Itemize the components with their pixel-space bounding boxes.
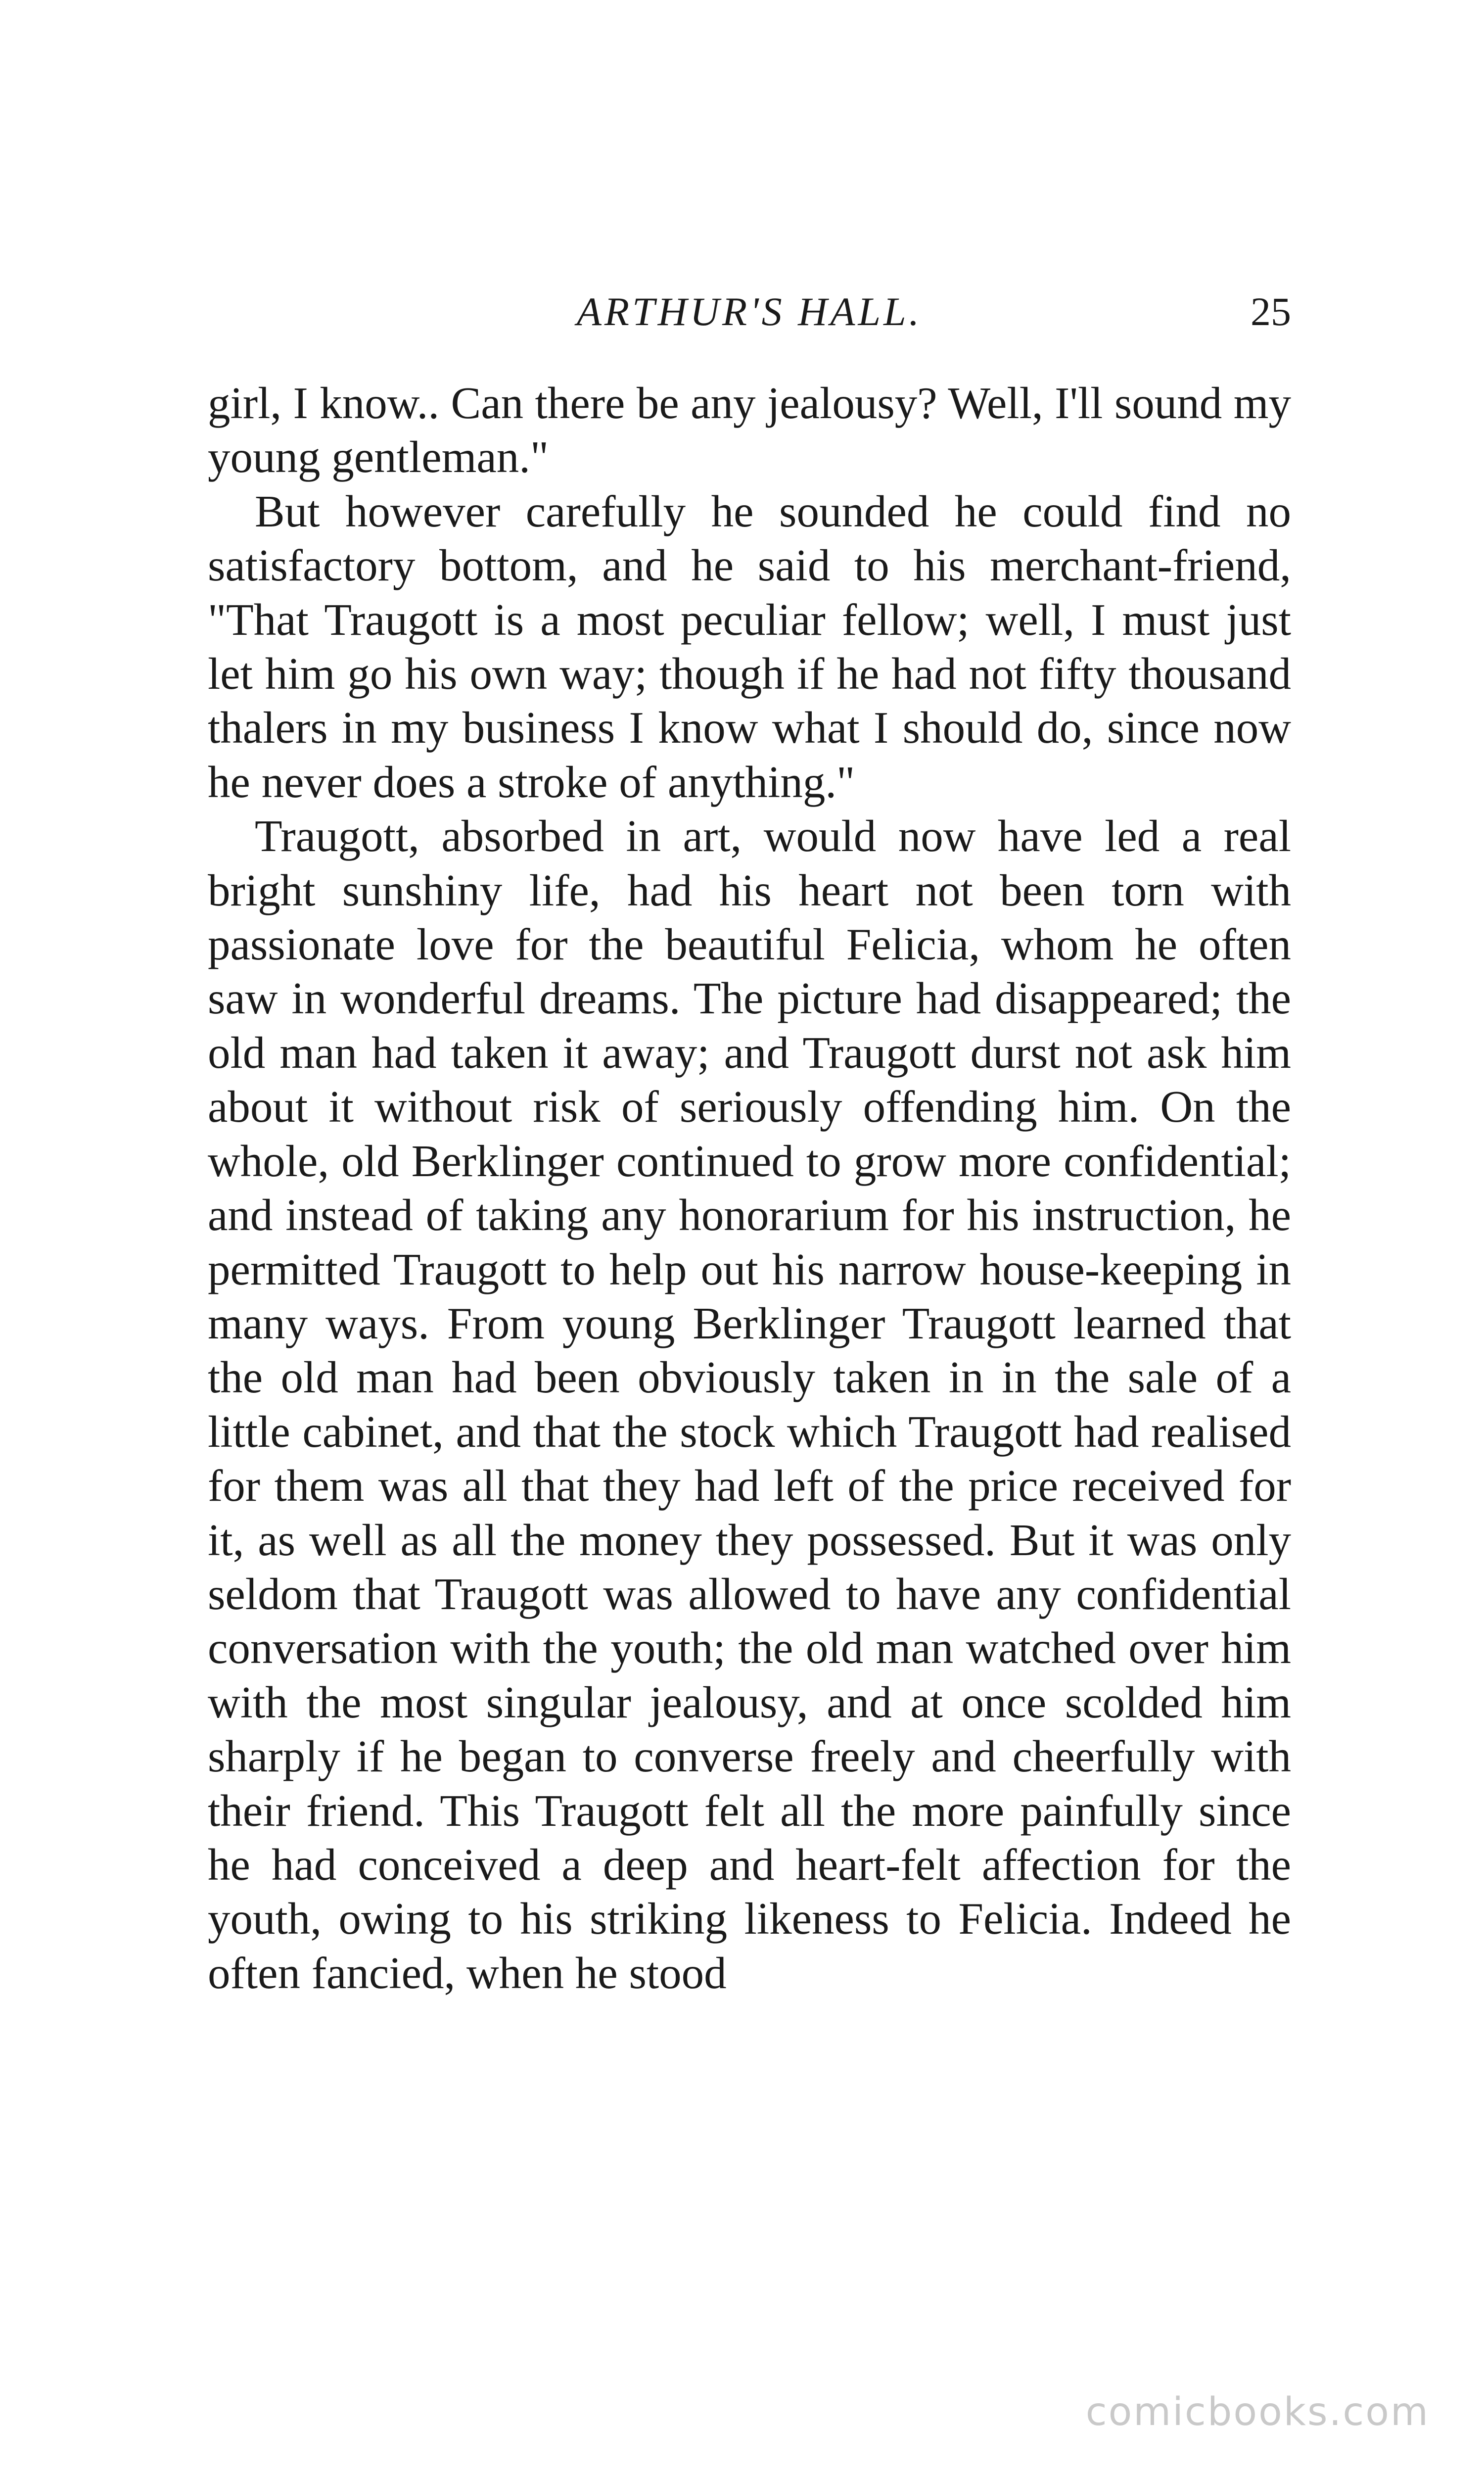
body-text xyxy=(208,376,1291,2000)
page-number: 25 xyxy=(1251,289,1291,334)
running-title: ARTHUR'S HALL. xyxy=(576,289,923,334)
watermark-text: comicbooks.com xyxy=(1085,2390,1430,2434)
running-head xyxy=(208,277,1291,346)
paragraph: But however carefully he sounded he could find no satisfactory bottom, and he said to his merchant-friend, "That Traugott is a most peculiar fellow; well, I must just let him go his own way; though if he had not fifty thousand thalers in my business I know what I should do, since now he never does a stroke of anything." xyxy=(208,486,1291,807)
paragraph-continuation: girl, I know.. Can there be any jealousy? Well, I'll sound my young gentleman." xyxy=(208,378,1291,482)
paragraph: Traugott, absorbed in art, would now have led a real bright sunshiny life, had his heart not been torn with passionate love for the beautiful Felicia, whom he often saw in wonderful dreams. The picture had disappeared; the old man had taken it away; and Traugott durst not ask him about it without risk of seriously offending him. On the whole, old Berklinger continued to grow more confidential; and instead of taking any honorarium for his instruction, he permitted Traugott to help out his narrow house-keeping in many ways. From young Berklinger Traugott learned that the old man had been obviously taken in in the sale of a little cabinet, and that the stock which Traugott had realised for them was all that they had left of the price received for it, as well as all the money they possessed. But it was only seldom that Traugott was allowed to have any confidential conversation with the youth; the old man watched over him with the most singular jealousy, and at once scolded him sharply if he began to converse freely and cheerfully with their friend. This Traugott felt all the more painfully since he had conceived a deep and heart-felt affection for the youth, owing to his striking likeness to Felicia. Indeed he often fancied, when he stood xyxy=(208,811,1291,1998)
